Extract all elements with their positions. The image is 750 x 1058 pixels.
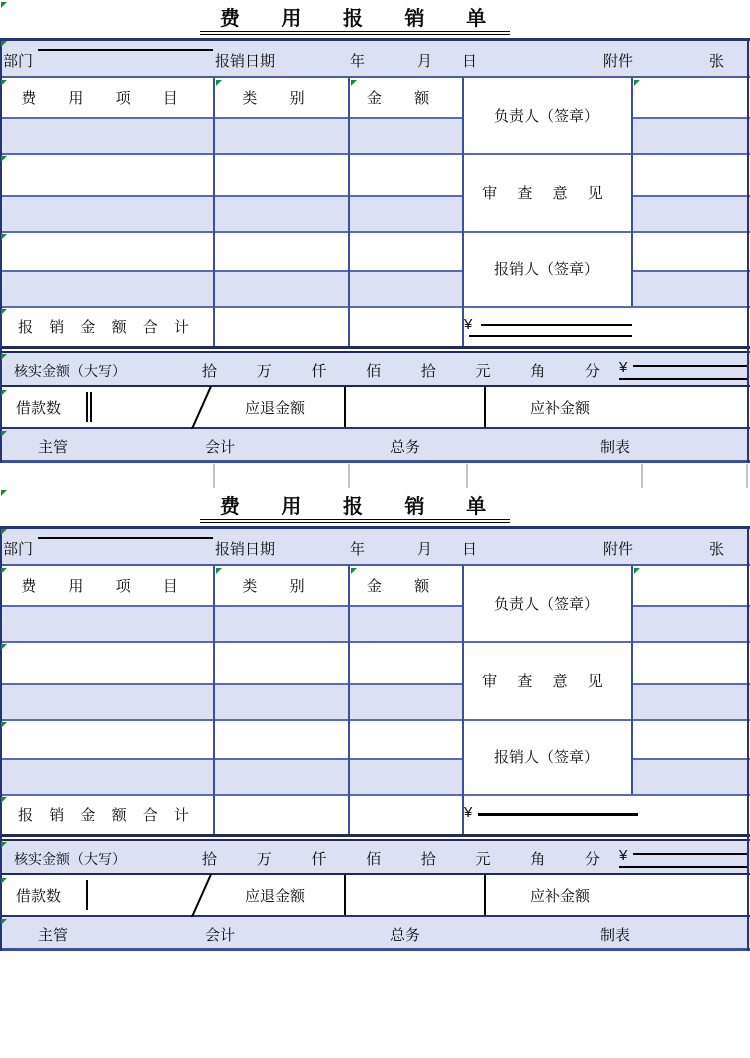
cell-error-icon (216, 80, 222, 86)
month-label: 月 (417, 541, 433, 558)
expense-table (0, 78, 750, 350)
accountant-label: 会计 (205, 927, 236, 944)
approvals-row (0, 429, 750, 463)
review-opinion-cell[interactable]: 审 查 意 见 (482, 672, 611, 690)
expense-row-blank[interactable] (0, 758, 750, 794)
review-opinion-cell[interactable]: 审 查 意 见 (482, 184, 611, 202)
claimant-signature-cell[interactable]: 报销人（签章） (493, 261, 599, 278)
supervisor-label: 主管 (38, 439, 69, 456)
table-grid-line (348, 78, 350, 348)
verify-label: 核实金额（大写） (14, 363, 126, 379)
digit-label: 拾 (420, 363, 436, 380)
cell-error-icon (1, 568, 7, 574)
cell-error-icon (1, 80, 7, 86)
loan-divider (344, 387, 346, 427)
digit-scale (202, 360, 600, 381)
refund-label: 应退金额 (245, 888, 306, 905)
table-grid-line (348, 566, 350, 836)
digit-label: 仟 (311, 363, 327, 380)
loan-label: 借款数 (16, 400, 62, 417)
preparer-label: 制表 (600, 439, 631, 456)
col-header-category: 类 别 (242, 578, 319, 595)
month-label: 月 (417, 53, 433, 70)
loan-row[interactable] (0, 387, 750, 429)
table-outer-border (0, 38, 2, 463)
table-grid-line (631, 758, 750, 760)
general-affairs-label: 总务 (390, 439, 421, 456)
expense-row-blank[interactable] (0, 195, 750, 231)
col-header-amount: 金 额 (366, 90, 444, 107)
expense-row-blank[interactable] (0, 605, 750, 641)
table-grid-line (0, 641, 750, 643)
grid-line (213, 464, 215, 488)
table-grid-line (0, 758, 462, 760)
form-header-row (0, 38, 750, 78)
cell-error-icon (1, 354, 7, 360)
table-grid-line (0, 117, 462, 119)
cell-error-icon (634, 568, 640, 574)
loan-divider (344, 875, 346, 915)
table-grid-line (631, 566, 633, 794)
col-header-expense-item: 费 用 项 目 (21, 90, 192, 107)
department-label: 部门 (3, 541, 34, 558)
table-outer-border (0, 526, 2, 951)
table-grid-line (631, 683, 750, 685)
cell-error-icon (1, 919, 7, 925)
day-label: 日 (462, 53, 478, 70)
cell-error-icon (634, 80, 640, 86)
cell-error-icon (1, 41, 7, 47)
table-grid-line (631, 78, 633, 306)
table-grid-line (631, 270, 750, 272)
table-grid-line (0, 719, 750, 721)
diagonal-divider (191, 874, 212, 918)
cell-error-icon (1, 490, 7, 496)
cell-error-icon (1, 644, 7, 650)
digit-label: 角 (530, 363, 546, 380)
table-grid-line (0, 683, 462, 685)
total-label: 报 销 金 额 合 计 (18, 807, 195, 824)
department-fill-line[interactable] (38, 537, 213, 539)
digit-label: 角 (530, 851, 546, 868)
verify-fill-line[interactable] (633, 853, 748, 855)
table-grid-line (0, 794, 750, 796)
cell-error-icon (1, 878, 7, 884)
digit-label: 佰 (366, 363, 382, 380)
digit-label: 拾 (202, 851, 218, 868)
verify-fill-line[interactable] (619, 866, 748, 868)
expense-row-blank[interactable] (0, 683, 750, 719)
verify-currency: ¥ (619, 847, 628, 864)
col-header-expense-item: 费 用 项 目 (21, 578, 192, 595)
cell-error-icon (351, 568, 357, 574)
col-header-category: 类 别 (242, 90, 319, 107)
loan-fill-mark (86, 880, 88, 910)
supplement-label: 应补金额 (529, 400, 590, 417)
digit-label: 分 (584, 363, 600, 380)
digit-label: 拾 (420, 851, 436, 868)
cell-error-icon (1, 156, 7, 162)
cell-error-icon (1, 722, 7, 728)
digit-scale (202, 848, 600, 869)
cell-error-icon (1, 797, 7, 803)
table-grid-line (0, 195, 462, 197)
year-label: 年 (350, 53, 366, 70)
grid-line (746, 464, 748, 488)
title-row (0, 0, 750, 38)
department-label: 部门 (3, 53, 34, 70)
grid-line (641, 464, 643, 488)
table-grid-line (0, 306, 750, 308)
total-fill-line[interactable] (478, 813, 638, 816)
digit-label: 分 (584, 851, 600, 868)
digit-label: 仟 (311, 851, 327, 868)
verify-fill-line[interactable] (633, 365, 748, 367)
digit-label: 佰 (366, 851, 382, 868)
table-grid-line (213, 78, 215, 348)
total-fill-line[interactable] (469, 335, 632, 337)
verify-fill-line[interactable] (619, 378, 748, 380)
table-outer-border (747, 38, 749, 463)
year-label: 年 (350, 541, 366, 558)
digit-label: 拾 (202, 363, 218, 380)
sheets-label: 张 (709, 53, 725, 70)
table-bottom-border (0, 834, 750, 837)
preparer-label: 制表 (600, 927, 631, 944)
manager-signature-cell[interactable]: 负责人（签章） (493, 108, 599, 125)
accountant-label: 会计 (205, 439, 236, 456)
diagonal-divider (191, 386, 212, 430)
cell-error-icon (1, 234, 7, 240)
loan-row[interactable] (0, 875, 750, 917)
expense-row-blank[interactable] (0, 270, 750, 306)
digit-label: 万 (256, 851, 272, 868)
table-grid-line (631, 195, 750, 197)
sheets-label: 张 (709, 541, 725, 558)
cell-error-icon (1, 2, 7, 8)
digit-label: 元 (475, 363, 491, 380)
expense-form-copy-2 (0, 488, 750, 952)
expense-form-copy-1 (0, 0, 750, 464)
verify-amount-row (0, 351, 750, 387)
verify-currency: ¥ (619, 359, 628, 376)
expense-table (0, 566, 750, 838)
table-grid-line (0, 605, 462, 607)
expense-row-blank[interactable] (0, 117, 750, 153)
table-grid-line (0, 270, 462, 272)
form-header-row (0, 526, 750, 566)
day-label: 日 (462, 541, 478, 558)
cell-error-icon (1, 390, 7, 396)
date-label: 报销日期 (215, 53, 276, 70)
general-affairs-label: 总务 (390, 927, 421, 944)
cell-error-icon (216, 568, 222, 574)
verify-label: 核实金额（大写） (14, 851, 126, 867)
date-label: 报销日期 (215, 541, 276, 558)
supplement-label: 应补金额 (529, 888, 590, 905)
total-currency: ¥ (464, 804, 473, 821)
total-label: 报 销 金 额 合 计 (18, 319, 195, 336)
supervisor-label: 主管 (38, 927, 69, 944)
claimant-signature-cell[interactable]: 报销人（签章） (493, 749, 599, 766)
col-header-amount: 金 额 (366, 578, 444, 595)
table-outer-border (747, 526, 749, 951)
total-currency: ¥ (464, 316, 473, 333)
table-grid-line (213, 566, 215, 836)
department-fill-line[interactable] (38, 49, 213, 51)
loan-label: 借款数 (16, 888, 62, 905)
cell-error-icon (1, 842, 7, 848)
form-title: 费 用 报 销 单 (200, 490, 510, 523)
table-grid-line (631, 117, 750, 119)
cell-error-icon (351, 80, 357, 86)
loan-fill-mark (86, 392, 92, 422)
cell-error-icon (1, 431, 7, 437)
verify-amount-row (0, 839, 750, 875)
form-title: 费 用 报 销 单 (200, 2, 510, 35)
digit-label: 元 (475, 851, 491, 868)
grid-line (466, 464, 468, 488)
attachment-label: 附件 (603, 53, 634, 70)
cell-error-icon (1, 529, 7, 535)
manager-signature-cell[interactable]: 负责人（签章） (493, 596, 599, 613)
title-row (0, 488, 750, 526)
table-grid-line (0, 153, 750, 155)
table-grid-line (0, 231, 750, 233)
total-fill-line[interactable] (481, 324, 632, 326)
attachment-label: 附件 (603, 541, 634, 558)
refund-label: 应退金额 (245, 400, 306, 417)
digit-label: 万 (256, 363, 272, 380)
table-grid-line (631, 605, 750, 607)
table-bottom-border (0, 346, 750, 349)
grid-line (348, 464, 350, 488)
approvals-row (0, 917, 750, 951)
cell-error-icon (1, 309, 7, 315)
